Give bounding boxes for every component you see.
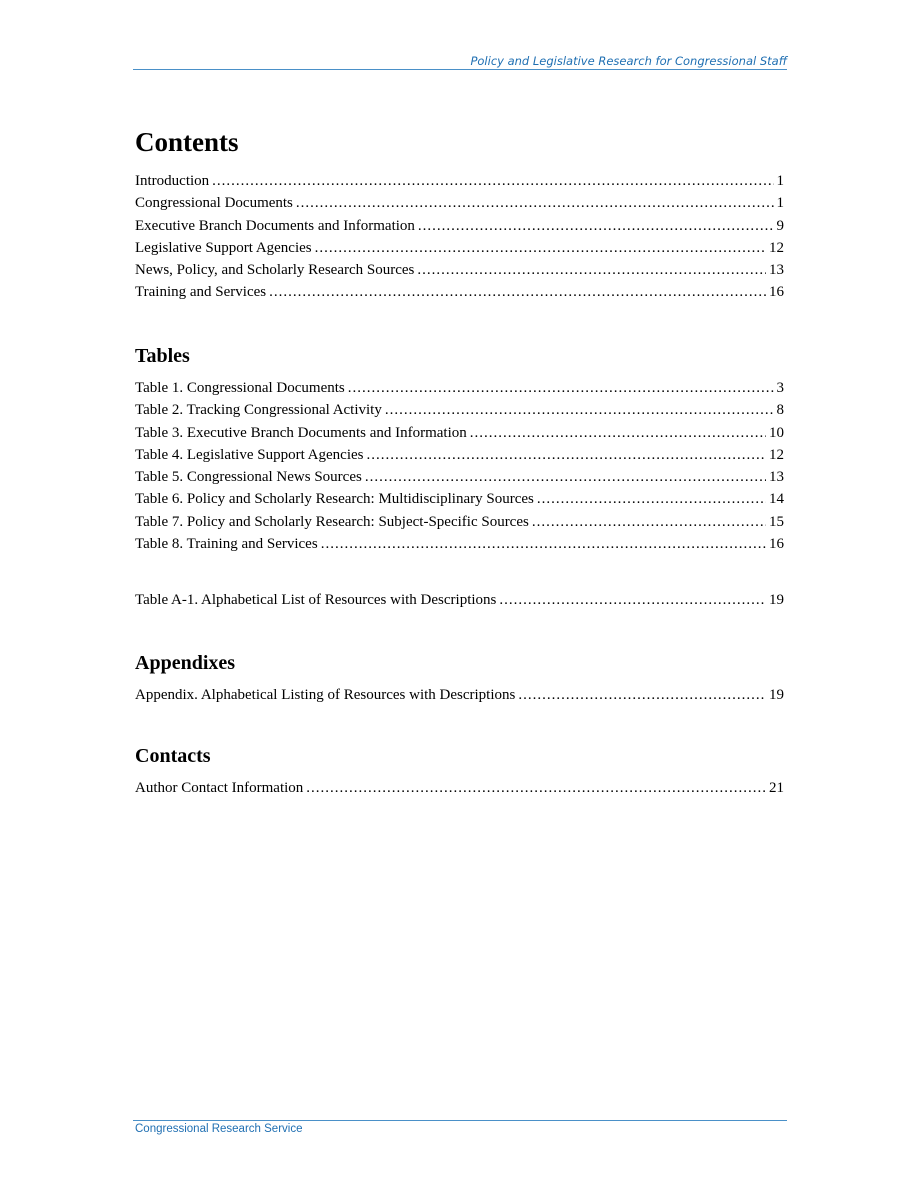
toc-page-number: 16: [769, 284, 784, 301]
toc-page-number: 1: [776, 195, 784, 212]
toc-page-number: 19: [769, 592, 784, 609]
tables-list: [135, 377, 784, 555]
toc-page-number: 9: [776, 217, 784, 234]
running-header: Policy and Legislative Research for Congressional Staff: [470, 54, 787, 68]
toc-entry-text: Appendix. Alphabetical Listing of Resources with Descriptions: [135, 687, 516, 703]
toc-page-number: 1: [776, 173, 784, 189]
toc-entry-text: Training and Services: [135, 284, 267, 301]
toc-page-number: 19: [769, 687, 784, 703]
footer-rule: [133, 1120, 787, 1121]
toc-entry-text: Congressional Documents: [135, 195, 293, 212]
toc-page-number: 10: [769, 424, 784, 441]
dot-leader: [532, 511, 766, 533]
toc-entry[interactable]: [135, 488, 784, 510]
toc-entry[interactable]: [135, 377, 784, 399]
dot-leader: [417, 259, 766, 281]
toc-page-number: 13: [769, 469, 784, 486]
contents-section: [135, 126, 784, 304]
running-footer: Congressional Research Service: [135, 1123, 303, 1135]
toc-entry[interactable]: [135, 533, 784, 555]
toc-entry[interactable]: [135, 511, 784, 533]
toc-entry[interactable]: [135, 237, 784, 259]
toc-entry[interactable]: [135, 684, 784, 706]
toc-entry-text: Legislative Support Agencies: [135, 239, 312, 256]
contents-list: [135, 170, 784, 304]
tables-title: Tables: [135, 345, 190, 367]
toc-entry-text: Introduction: [135, 173, 210, 189]
dot-leader: [321, 533, 766, 555]
toc-entry[interactable]: [135, 422, 784, 444]
dot-leader: [470, 422, 766, 444]
toc-entry-text: Table 5. Congressional News Sources: [135, 469, 362, 486]
dot-leader: [306, 777, 766, 799]
toc-entry-text: Table 1. Congressional Documents: [135, 380, 345, 396]
contacts-list: [135, 777, 784, 799]
toc-entry-text: News, Policy, and Scholarly Research Sources: [135, 262, 415, 279]
dot-leader: [269, 281, 766, 303]
toc-entry-text: Table 7. Policy and Scholarly Research: Subject-Specific Sources: [135, 513, 529, 530]
toc-page-number: 13: [769, 262, 784, 279]
toc-entry[interactable]: [135, 466, 784, 488]
contents-title: Contents: [135, 127, 239, 157]
tables-appendix-list: [135, 589, 784, 611]
toc-entry[interactable]: [135, 259, 784, 281]
toc-entry-text: Table 3. Executive Branch Documents and Information: [135, 424, 467, 441]
dot-leader: [385, 399, 774, 421]
toc-page-number: 15: [769, 513, 784, 530]
dot-leader: [499, 589, 766, 611]
dot-leader: [212, 170, 773, 192]
toc-entry-text: Executive Branch Documents and Information: [135, 217, 415, 234]
toc-page-number: 12: [769, 239, 784, 256]
toc-entry-text: Author Contact Information: [135, 780, 304, 796]
toc-page-number: 3: [776, 380, 784, 396]
dot-leader: [418, 215, 774, 237]
appendixes-list: [135, 684, 784, 706]
dot-leader: [366, 444, 766, 466]
toc-entry-text: Table 8. Training and Services: [135, 536, 318, 553]
tables-section: [135, 344, 784, 612]
dot-leader: [518, 684, 766, 706]
contacts-section: [135, 744, 784, 799]
appendixes-title: Appendixes: [135, 652, 236, 674]
toc-page-number: 8: [776, 402, 784, 419]
toc-page-number: 14: [769, 491, 784, 508]
dot-leader: [348, 377, 774, 399]
toc-entry[interactable]: [135, 777, 784, 799]
dot-leader: [296, 192, 774, 214]
toc-entry[interactable]: [135, 444, 784, 466]
header-rule: [133, 69, 787, 70]
toc-entry-text: Table 6. Policy and Scholarly Research: Multidisciplinary Sources: [135, 491, 534, 508]
toc-entry[interactable]: [135, 215, 784, 237]
contacts-title: Contacts: [135, 745, 211, 767]
toc-entry[interactable]: [135, 170, 784, 192]
appendixes-section: [135, 651, 784, 706]
dot-leader: [365, 466, 766, 488]
toc-entry[interactable]: [135, 399, 784, 421]
toc-entry[interactable]: [135, 589, 784, 611]
dot-leader: [315, 237, 766, 259]
toc-entry[interactable]: [135, 192, 784, 214]
toc-page-number: 21: [769, 780, 784, 796]
dot-leader: [537, 488, 766, 510]
toc-page-number: 16: [769, 536, 784, 553]
toc-entry-text: Table 4. Legislative Support Agencies: [135, 446, 364, 463]
toc-entry[interactable]: [135, 281, 784, 303]
toc-entry-text: Table A-1. Alphabetical List of Resources with Descriptions: [135, 592, 497, 609]
toc-page-number: 12: [769, 446, 784, 463]
toc-entry-text: Table 2. Tracking Congressional Activity: [135, 402, 382, 419]
